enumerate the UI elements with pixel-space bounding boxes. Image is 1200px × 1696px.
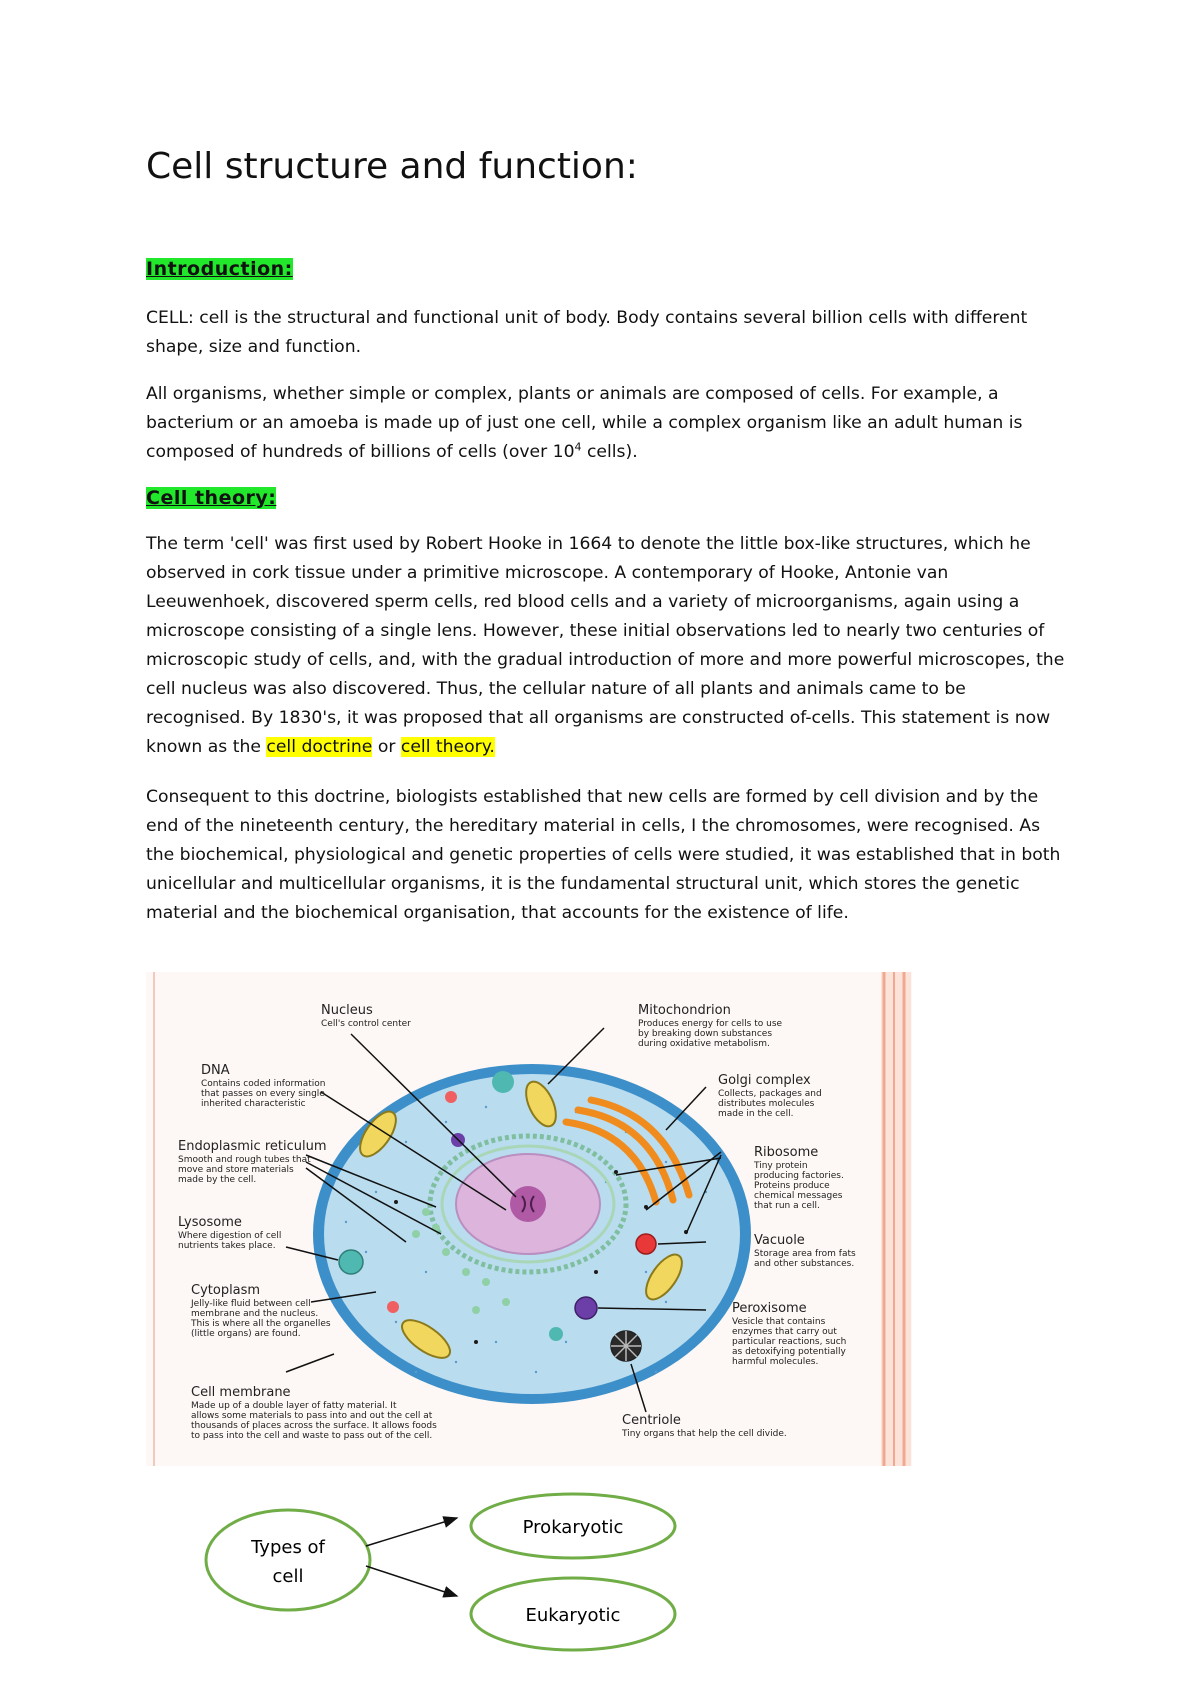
arrow-to-eukaryotic bbox=[366, 1566, 457, 1596]
animal-cell-diagram bbox=[146, 972, 912, 1466]
label-cell-membrane: Cell membrane bbox=[191, 1385, 291, 1400]
label-perox-desc-1: Vesicle that contains bbox=[732, 1317, 826, 1327]
label-membrane-desc-1: Made up of a double layer of fatty material. It bbox=[191, 1401, 397, 1411]
label-dna: DNA bbox=[201, 1063, 230, 1078]
theory-paragraph-1-text: The term 'cell' was first used by Robert Hooke in 1664 to denote the little box-like structures, which he observed in cork tissue under a primitive microscope. A contemporary of Hooke, Antonie van Leeuwenhoek, discovered sperm cells, red blood cells and a variety of microorganisms, again using a microscope consisting of a single lens. However, these initial observations led to nearly two centuries of microscopic study of cells, and, with the gradual introduction of more and more powerful microscopes, the cell nucleus was also discovered. Thus, the cellular nature of all plants and animals came to be recognised. By 1830's, it was proposed that all organisms are constructed of-cells. This statement is now known as the bbox=[146, 534, 1065, 757]
label-lysosome-desc-1: Where digestion of cell bbox=[178, 1231, 282, 1241]
introduction-heading-text: Introduction: bbox=[146, 258, 293, 280]
vacuole bbox=[636, 1234, 656, 1254]
label-vacuole-desc-2: and other substances. bbox=[754, 1259, 855, 1269]
lysosome bbox=[339, 1250, 363, 1274]
label-lysosome-desc-2: nutrients takes place. bbox=[178, 1241, 276, 1251]
cell-types-diagram bbox=[200, 1488, 700, 1688]
exponent: 4 bbox=[574, 440, 582, 454]
types-of-cell-line-1: Types of bbox=[251, 1537, 325, 1558]
label-membrane-desc-3: thousands of places across the surface. It allows foods bbox=[191, 1421, 437, 1431]
cell-theory-heading bbox=[146, 485, 276, 511]
prokaryotic-label: Prokaryotic bbox=[522, 1517, 624, 1538]
label-dna-desc-3: inherited characteristic bbox=[201, 1099, 306, 1109]
types-of-cell-line-2: cell bbox=[272, 1566, 304, 1587]
label-er-desc-1: Smooth and rough tubes that bbox=[178, 1155, 311, 1165]
cell-doctrine-highlight: cell doctrine bbox=[266, 737, 373, 757]
label-perox-desc-3: particular reactions, such bbox=[732, 1337, 847, 1347]
label-golgi-desc-3: made in the cell. bbox=[718, 1109, 794, 1119]
types-of-cell-node bbox=[206, 1510, 370, 1610]
intro-paragraph-1: CELL: cell is the structural and functional unit of body. Body contains several billion cells with different shape, size and function. bbox=[146, 308, 1028, 357]
label-membrane-desc-4: to pass into the cell and waste to pass out of the cell. bbox=[191, 1431, 433, 1441]
label-nucleus-desc: Cell's control center bbox=[321, 1019, 411, 1029]
label-mitochondrion: Mitochondrion bbox=[638, 1003, 731, 1018]
label-peroxisome: Peroxisome bbox=[732, 1301, 807, 1316]
label-cytoplasm-desc-3: This is where all the organelles bbox=[191, 1319, 331, 1329]
label-cytoplasm-desc-2: membrane and the nucleus. bbox=[191, 1309, 319, 1319]
nucleolus bbox=[510, 1186, 546, 1222]
arrow-to-prokaryotic bbox=[366, 1518, 457, 1546]
label-vacuole: Vacuole bbox=[754, 1233, 805, 1248]
label-ribosome-desc-5: that run a cell. bbox=[754, 1201, 820, 1211]
peroxisome bbox=[575, 1297, 597, 1319]
label-cytoplasm-desc-4: (little organs) are found. bbox=[191, 1329, 301, 1339]
label-centriole: Centriole bbox=[622, 1413, 681, 1428]
introduction-heading bbox=[146, 256, 293, 282]
label-dna-desc-1: Contains coded information bbox=[201, 1079, 326, 1089]
intro-paragraph-2-end: cells). bbox=[581, 442, 638, 462]
cell-theory-highlight: cell theory. bbox=[400, 737, 495, 757]
label-lysosome: Lysosome bbox=[178, 1215, 242, 1230]
label-mito-desc-2: by breaking down substances bbox=[638, 1029, 773, 1039]
centriole bbox=[611, 1331, 641, 1361]
label-mito-desc-3: during oxidative metabolism. bbox=[638, 1039, 770, 1049]
label-golgi-desc-2: distributes molecules bbox=[718, 1099, 815, 1109]
label-perox-desc-2: enzymes that carry out bbox=[732, 1327, 837, 1337]
intro-paragraph-2-text: All organisms, whether simple or complex, plants or animals are composed of cells. For example, a bacterium or an amoeba is made up of just one cell, while a complex organism like an adult human is composed of hundreds of billions of cells (over 10 bbox=[146, 384, 1023, 462]
label-ribosome-desc-4: chemical messages bbox=[754, 1191, 843, 1201]
label-ribosome-desc-3: Proteins produce bbox=[754, 1181, 830, 1191]
label-perox-desc-5: harmful molecules. bbox=[732, 1357, 819, 1367]
label-er: Endoplasmic reticulum bbox=[178, 1139, 327, 1154]
intro-paragraph-2 bbox=[146, 380, 1066, 467]
label-ribosome: Ribosome bbox=[754, 1145, 819, 1160]
label-cytoplasm-desc-1: Jelly-like fluid between cell bbox=[191, 1299, 311, 1309]
label-mito-desc-1: Produces energy for cells to use bbox=[638, 1019, 783, 1029]
cell-theory-heading-text: Cell theory: bbox=[146, 487, 277, 509]
theory-paragraph-1 bbox=[146, 530, 1066, 762]
page-title: Cell structure and function: bbox=[146, 146, 638, 187]
label-cytoplasm: Cytoplasm bbox=[191, 1283, 261, 1298]
label-ribosome-desc-2: producing factories. bbox=[754, 1171, 844, 1181]
label-ribosome-desc-1: Tiny protein bbox=[754, 1161, 808, 1171]
label-centriole-desc: Tiny organs that help the cell divide. bbox=[622, 1429, 787, 1439]
label-membrane-desc-2: allows some materials to pass into and out the cell at bbox=[191, 1411, 433, 1421]
theory-connector: or bbox=[372, 737, 401, 757]
theory-paragraph-2: Consequent to this doctrine, biologists established that new cells are formed by cell division and by the end of the nineteenth century, the hereditary material in cells, I the chromosomes, were recognised. As the biochemical, physiological and genetic properties of cells were studied, it was established that in both unicellular and multicellular organisms, it is the fundamental structural unit, which stores the genetic material and the biochemical organisation, that accounts for the existence of life. bbox=[146, 787, 1061, 923]
label-perox-desc-4: as detoxifying potentially bbox=[732, 1347, 846, 1357]
label-vacuole-desc-1: Storage area from fats bbox=[754, 1249, 856, 1259]
label-nucleus: Nucleus bbox=[321, 1003, 373, 1018]
label-golgi-desc-1: Collects, packages and bbox=[718, 1089, 822, 1099]
eukaryotic-label: Eukaryotic bbox=[525, 1605, 621, 1626]
label-golgi: Golgi complex bbox=[718, 1073, 811, 1088]
label-er-desc-2: move and store materials bbox=[178, 1165, 294, 1175]
label-dna-desc-2: that passes on every single bbox=[201, 1089, 325, 1099]
label-er-desc-3: made by the cell. bbox=[178, 1175, 257, 1185]
